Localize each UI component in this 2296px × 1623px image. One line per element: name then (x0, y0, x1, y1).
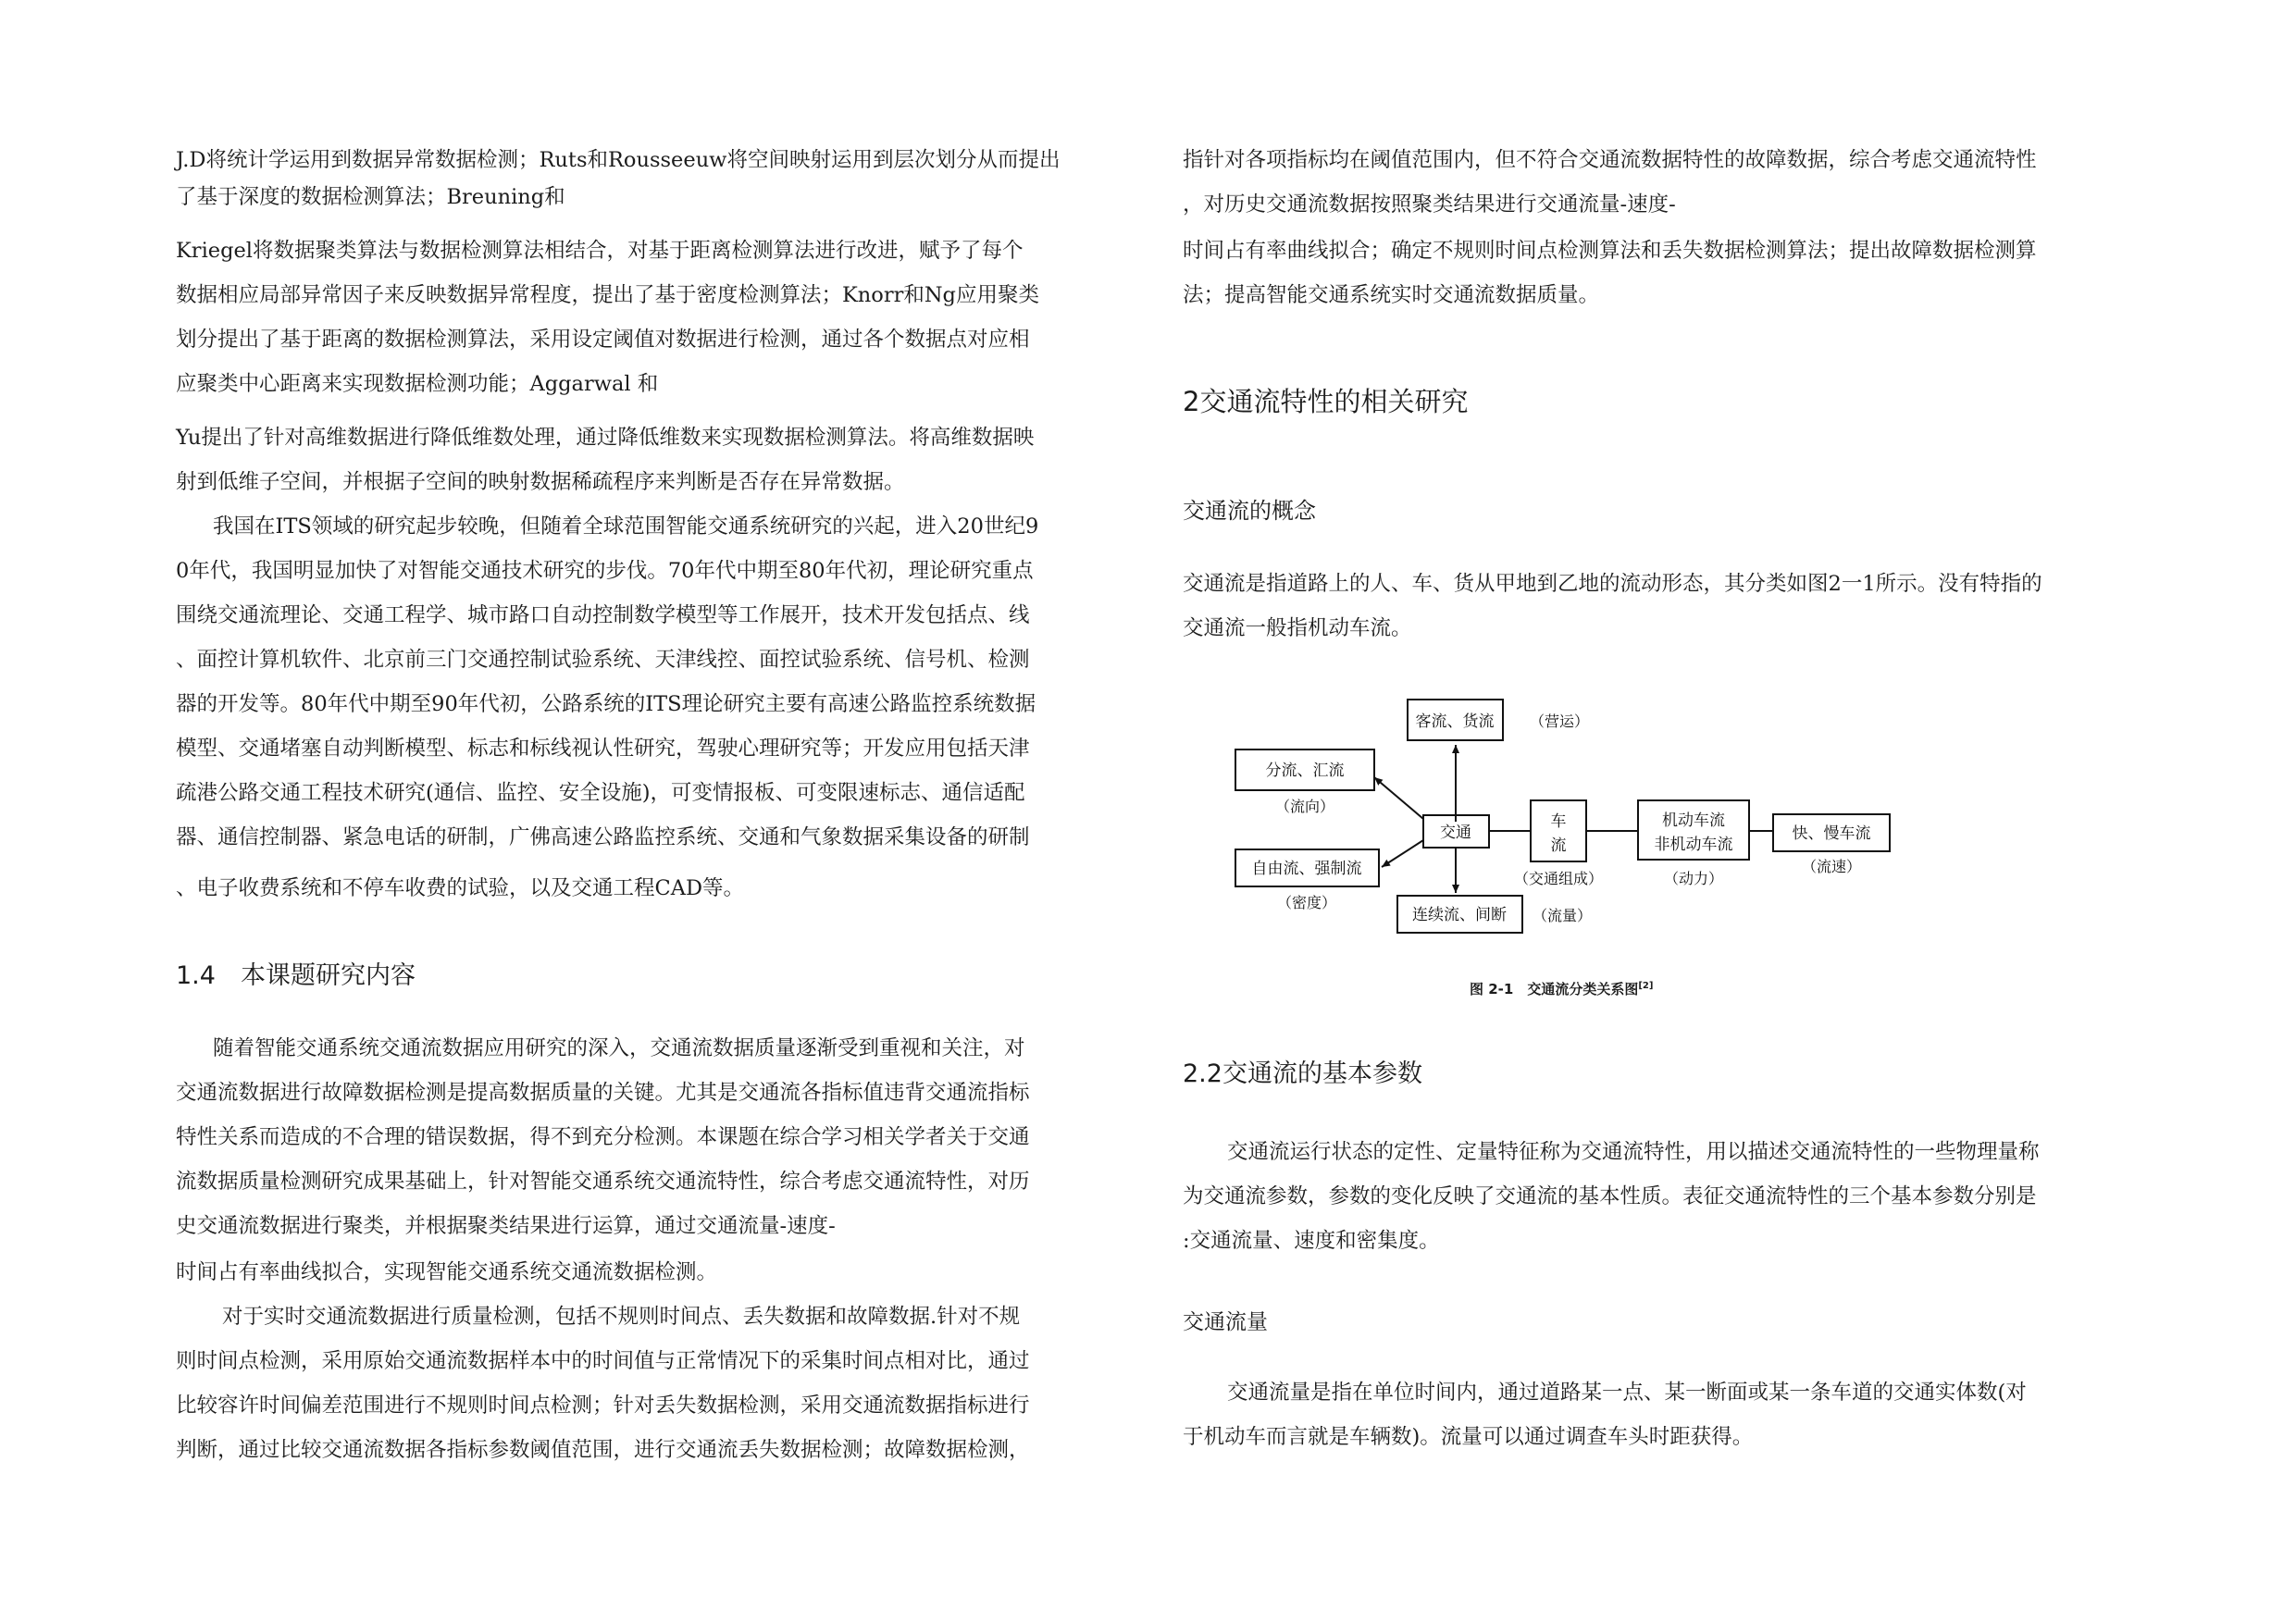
text-line: 交通流是指道路上的人、车、货从甲地到乙地的流动形态，其分类如图2一1所示。没有特指的 (1183, 572, 2042, 596)
box-label: 客流、货流 (1415, 712, 1495, 731)
figure-caption (1470, 979, 1653, 998)
category-label: （交通组成） (1513, 870, 1604, 887)
box-label: 机动车流 (1662, 812, 1725, 830)
text-line: :交通流量、速度和密集度。 (1183, 1229, 1440, 1253)
text-line: 法；提高智能交通系统实时交通流数据质量。 (1183, 283, 1600, 307)
text-line: 、电子收费系统和不停车收费的试验，以及交通工程CAD等。 (176, 876, 745, 900)
text-line: 了基于深度的数据检测算法；Breuning和 (176, 185, 565, 209)
box-label: 车 (1550, 812, 1567, 831)
text-line: 交通流量是指在单位时间内，通过道路某一点、某一断面或某一条车道的交通实体数(对 (1227, 1381, 2027, 1405)
text-line: 则时间点检测，采用原始交通流数据样本中的时间值与正常情况下的采集时间点相对比，通过 (176, 1349, 1030, 1373)
text-line: 交通流数据进行故障数据检测是提高数据质量的关键。尤其是交通流各指标值违背交通流指标 (176, 1081, 1030, 1105)
box-label: 快、慢车流 (1792, 824, 1871, 843)
text-line: 随着智能交通系统交通流数据应用研究的深入，交通流数据质量逐渐受到重视和关注，对 (213, 1036, 1025, 1060)
text-line: 器、通信控制器、紧急电话的研制，广佛高速公路监控系统、交通和气象数据采集设备的研制 (176, 825, 1030, 849)
text-line: 交通流运行状态的定性、定量特征称为交通流特性，用以描述交通流特性的一些物理量称 (1227, 1140, 2040, 1164)
traffic-flow-classification-diagram (1222, 699, 1962, 1013)
subsection-heading-volume: 交通流量 (1183, 1310, 1268, 1334)
text-line: 0年代，我国明显加快了对智能交通技术研究的步伐。70年代中期至80年代初，理论研究重点 (176, 559, 1034, 583)
text-line: 射到低维子空间，并根据子空间的映射数据稀疏程序来判断是否存在异常数据。 (176, 470, 905, 494)
text-line: J.D将统计学运用到数据异常数据检测；Ruts和Rousseeuw将空间映射运用到层次划分从而提出 (176, 148, 1061, 172)
box-label: 分流、汇流 (1265, 762, 1345, 780)
arrow-to-free (1382, 840, 1423, 867)
category-label: （流量） (1532, 907, 1593, 924)
text-line: Kriegel将数据聚类算法与数据检测算法相结合，对基于距离检测算法进行改进，赋予了每个 (176, 239, 1024, 263)
text-line: 应聚类中心距离来实现数据检测功能；Aggarwal 和 (176, 372, 659, 396)
text-line: 为交通流参数，参数的变化反映了交通流的基本性质。表征交通流特性的三个基本参数分别是 (1183, 1184, 2037, 1208)
text-line: 、面控计算机软件、北京前三门交通控制试验系统、天津线控、面控试验系统、信号机、检测 (176, 648, 1030, 672)
text-line: 于机动车而言就是车辆数)。流量可以通过调查车头时距获得。 (1183, 1425, 1754, 1449)
category-label: （营运） (1529, 712, 1590, 730)
arrow-to-split (1374, 777, 1423, 819)
text-line: 模型、交通堵塞自动判断模型、标志和标线视认性研究，驾驶心理研究等；开发应用包括天津 (176, 737, 1030, 761)
text-line: 指针对各项指标均在阈值范围内，但不符合交通流数据特性的故障数据，综合考虑交通流特性 (1183, 148, 2037, 172)
text-line: 流数据质量检测研究成果基础上，针对智能交通系统交通流特性，综合考虑交通流特性，对历 (176, 1170, 1030, 1194)
text-line: 判断，通过比较交通流数据各指标参数阈值范围，进行交通流丢失数据检测；故障数据检测， (176, 1438, 1030, 1462)
text-line: 时间占有率曲线拟合；确定不规则时间点检测算法和丢失数据检测算法；提出故障数据检测算 (1183, 239, 2037, 263)
caption-text: 图 2-1 交通流分类关系图 (1470, 981, 1639, 997)
box-label: 交通 (1440, 824, 1471, 842)
text-line: 对于实时交通流数据进行质量检测，包括不规则时间点、丢失数据和故障数据.针对不规 (222, 1305, 1021, 1329)
text-line: 围绕交通流理论、交通工程学、城市路口自动控制数学模型等工作展开，技术开发包括点、线 (176, 603, 1030, 627)
category-label: （流向） (1274, 798, 1335, 815)
text-line: 划分提出了基于距离的数据检测算法，采用设定阈值对数据进行检测，通过各个数据点对应相 (176, 328, 1030, 352)
text-line: 我国在ITS领域的研究起步较晚，但随着全球范围智能交通系统研究的兴起，进入20世纪9 (213, 514, 1039, 539)
text-line: 史交通流数据进行聚类，并根据聚类结果进行运算，通过交通流量-速度- (176, 1214, 836, 1238)
text-line: 器的开发等。80年代中期至90年代初，公路系统的ITS理论研究主要有高速公路监控系统数据 (176, 692, 1036, 716)
category-label: （动力） (1663, 870, 1724, 887)
text-line: 特性关系而造成的不合理的错误数据，得不到充分检测。本课题在综合学习相关学者关于交通 (176, 1125, 1030, 1149)
text-line: 时间占有率曲线拟合，实现智能交通系统交通流数据检测。 (176, 1260, 718, 1284)
text-line: 数据相应局部异常因子来反映数据异常程度，提出了基于密度检测算法；Knorr和Ng应用聚类 (176, 283, 1039, 307)
section-heading-2-2: 2.2交通流的基本参数 (1183, 1059, 1422, 1088)
category-label: （密度） (1276, 894, 1337, 911)
category-label: （流速） (1801, 858, 1862, 875)
text-line: 交通流一般指机动车流。 (1183, 616, 1412, 640)
chapter-heading-2: 2交通流特性的相关研究 (1183, 386, 1469, 417)
caption-reference: [2] (1638, 981, 1654, 991)
box-label: 流 (1550, 836, 1567, 855)
box-label: 自由流、强制流 (1251, 860, 1362, 878)
text-line: ，对历史交通流数据按照聚类结果进行交通流量-速度- (1183, 192, 1676, 217)
diagram-svg (1222, 699, 1962, 1013)
box-label: 连续流、间断 (1412, 906, 1507, 924)
text-line: 比较容许时间偏差范围进行不规则时间点检测；针对丢失数据检测，采用交通流数据指标进行 (176, 1394, 1030, 1418)
subsection-heading-concept: 交通流的概念 (1183, 498, 1316, 524)
text-line: 疏港公路交通工程技术研究(通信、监控、安全设施)，可变情报板、可变限速标志、通信适配 (176, 781, 1025, 805)
box-label: 非机动车流 (1654, 836, 1733, 854)
text-line: Yu提出了针对高维数据进行降低维数处理，通过降低维数来实现数据检测算法。将高维数据映 (176, 426, 1035, 450)
section-heading-1-4: 1.4 本课题研究内容 (176, 961, 416, 990)
